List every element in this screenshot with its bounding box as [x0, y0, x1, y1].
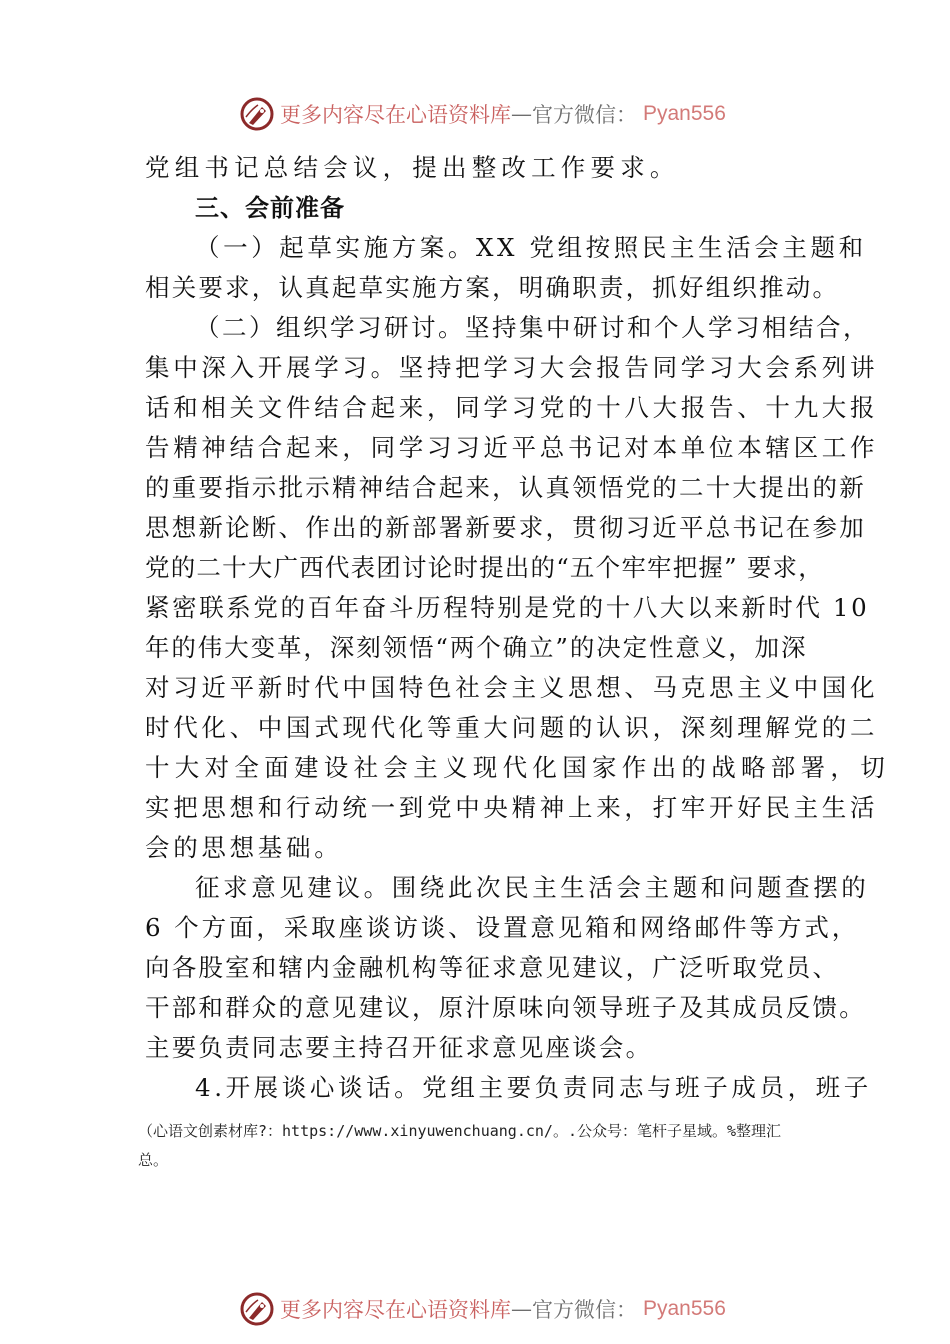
paragraph-line: 的重要指示批示精神结合起来，认真领悟党的二十大提出的新: [145, 473, 866, 502]
banner-dash: —: [511, 1297, 532, 1321]
paragraph-line: 4.开展谈心谈话。党组主要负责同志与班子成员，班子: [195, 1073, 872, 1102]
banner-wechat-id: Pyan556: [643, 102, 726, 125]
banner-wechat-id: Pyan556: [643, 1297, 726, 1320]
paragraph-line: 干部和群众的意见建议，原汁原味向领导班子及其成员反馈。: [145, 993, 866, 1022]
paragraph-line: 相关要求，认真起草实施方案，明确职责，抓好组织推动。: [145, 273, 840, 302]
paragraph-line: 征求意见建议。围绕此次民主生活会主题和问题查摆的: [195, 873, 870, 902]
paragraph-line: 对习近平新时代中国特色社会主义思想、马克思主义中国化: [145, 673, 879, 702]
paragraph-line: 告精神结合起来，同学习习近平总书记对本单位本辖区工作: [145, 433, 879, 462]
paragraph-line: 集中深入开展学习。坚持把学习大会报告同学习大会系列讲: [145, 353, 879, 382]
paragraph-line: 会的思想基础。: [145, 833, 343, 862]
paragraph-line: 实把思想和行动统一到党中央精神上来，打牢开好民主生活: [145, 793, 879, 822]
banner-promo-text: 更多内容尽在心语资料库: [280, 103, 511, 127]
banner-wechat-label: 官方微信：: [532, 1298, 637, 1322]
pen-nib-logo-icon: [240, 97, 274, 131]
footnote-line: （心语文创素材库?：https://www.xinyuwenchuang.cn/。.公众号：笔杆子星域。%整理汇: [138, 1122, 782, 1140]
watermark-banner-top: [240, 94, 726, 134]
section-heading: 三、会前准备: [195, 194, 345, 222]
footnote: [138, 1112, 828, 1170]
paragraph-line: 向各股室和辖内金融机构等征求意见建议，广泛听取党员、: [145, 953, 840, 982]
paragraph-line: （二）组织学习研讨。坚持集中研讨和个人学习相结合，: [195, 313, 870, 342]
banner-dash: —: [511, 102, 532, 126]
paragraph-line: 十大对全面建设社会主义现代化国家作出的战略部署，切: [145, 753, 890, 782]
paragraph-line: 紧密联系党的百年奋斗历程特别是党的十八大以来新时代 10: [145, 593, 870, 622]
paragraph-line: 6 个方面，采取座谈访谈、设置意见箱和网络邮件等方式，: [145, 913, 860, 942]
paragraph-line: 主要负责同志要主持召开征求意见座谈会。: [145, 1033, 653, 1062]
pen-nib-logo-icon: [240, 1292, 274, 1326]
watermark-banner-bottom: [240, 1289, 726, 1329]
paragraph-line: 话和相关文件结合起来，同学习党的十八大报告、十九大报: [145, 393, 879, 422]
paragraph-line: （一）起草实施方案。XX 党组按照民主生活会主题和: [195, 233, 867, 262]
paragraph-line: 党组书记总结会议，提出整改工作要求。: [145, 153, 680, 182]
banner-wechat-label: 官方微信：: [532, 103, 637, 127]
paragraph-line: 思想新论断、作出的新部署新要求，贯彻习近平总书记在参加: [145, 513, 866, 542]
document-body: [145, 148, 890, 1108]
banner-promo-text: 更多内容尽在心语资料库: [280, 1298, 511, 1322]
paragraph-line: 时代化、中国式现代化等重大问题的认识，深刻理解党的二: [145, 713, 879, 742]
paragraph-line: 年的伟大变革，深刻领悟“两个确立”的决定性意义，加深: [145, 633, 808, 662]
footnote-line: 总。: [138, 1151, 169, 1169]
paragraph-line: 党的二十大广西代表团讨论时提出的“五个牢牢把握” 要求，: [145, 553, 824, 582]
